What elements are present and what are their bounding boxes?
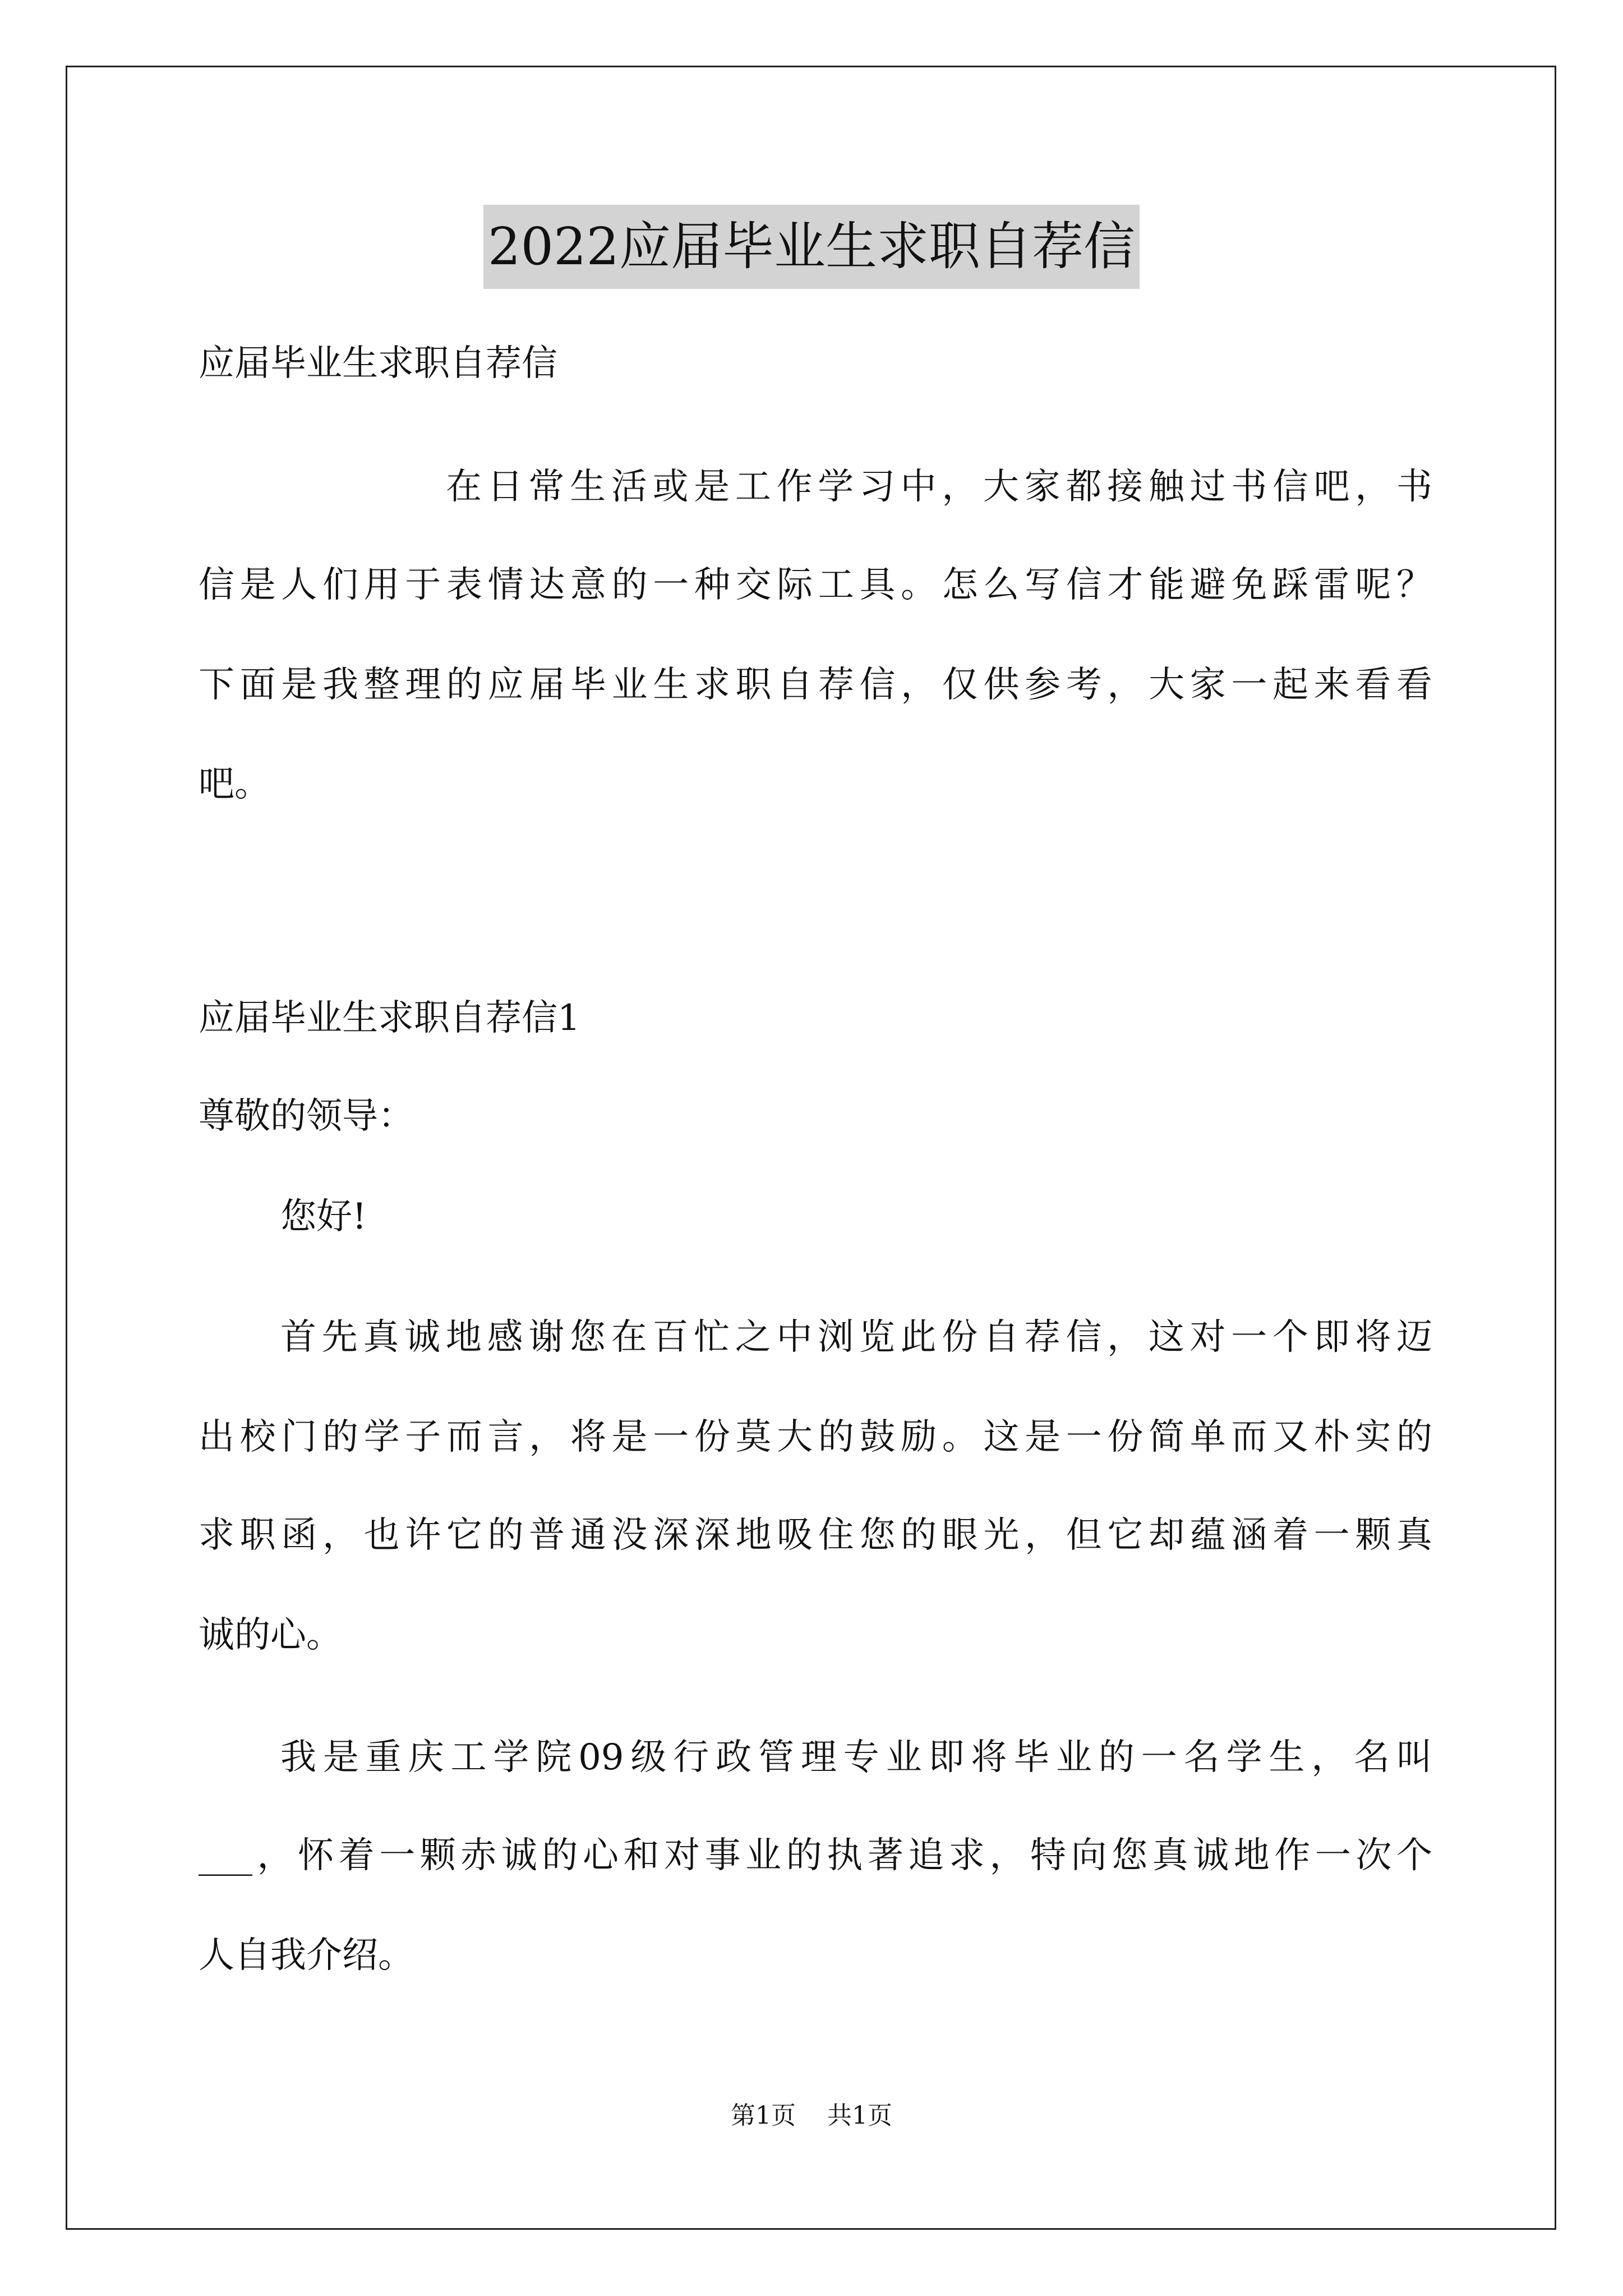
body-line-7: 人自我介绍。 — [199, 1935, 414, 1976]
subtitle-line: 应届毕业生求职自荐信 — [199, 343, 557, 384]
body-line-2: 出校门的学子而言，将是一份莫大的鼓励。这是一份简单而又朴实的 — [199, 1416, 1432, 1458]
intro-line-4: 吧。 — [199, 763, 270, 805]
page-footer: 第1页 共1页 — [731, 2101, 892, 2130]
body-line-5: 我是重庆工学院09级行政管理专业即将毕业的一名学生，名叫 — [280, 1737, 1432, 1778]
intro-line-1: 在日常生活或是工作学习中，大家都接触过书信吧，书 — [446, 466, 1432, 508]
section-heading: 应届毕业生求职自荐信1 — [199, 997, 580, 1039]
intro-line-3: 下面是我整理的应届毕业生求职自荐信，仅供参考，大家一起来看看 — [199, 664, 1432, 706]
body-line-6: ___，怀着一颗赤诚的心和对事业的执著追求，特向您真诚地作一次个 — [199, 1835, 1432, 1876]
salutation: 尊敬的领导： — [199, 1096, 414, 1137]
body-line-1: 首先真诚地感谢您在百忙之中浏览此份自荐信，这对一个即将迈 — [280, 1317, 1432, 1358]
greeting: 您好! — [280, 1196, 367, 1237]
body-line-4: 诚的心。 — [199, 1614, 342, 1656]
page-border — [66, 66, 1556, 2230]
title-container — [0, 205, 1623, 289]
body-line-3: 求职函，也许它的普通没深深地吸住您的眼光，但它却蕴涵着一颗真 — [199, 1515, 1432, 1556]
document-title: 2022应届毕业生求职自荐信 — [483, 205, 1140, 289]
intro-line-2: 信是人们用于表情达意的一种交际工具。怎么写信才能避免踩雷呢？ — [199, 564, 1432, 606]
